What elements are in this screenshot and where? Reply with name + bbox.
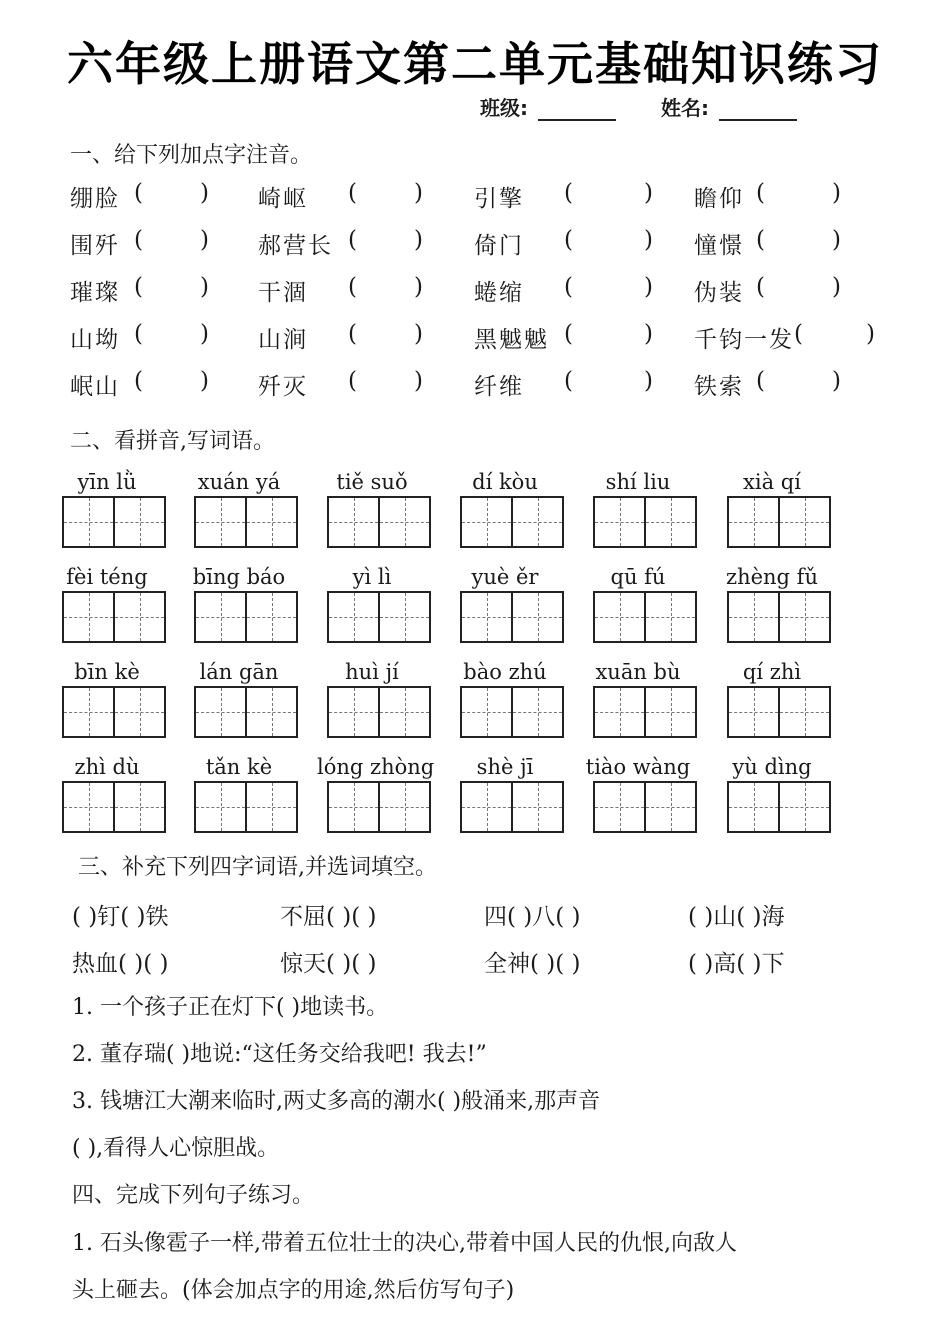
writing-grid[interactable] [727, 591, 831, 643]
writing-grid[interactable] [460, 781, 564, 833]
pinyin-label: zhèng fǔ [726, 565, 818, 589]
writing-grid[interactable] [593, 591, 697, 643]
idiom[interactable]: 热血( )( ) [72, 951, 169, 977]
pinyin-label: tiě suǒ [336, 470, 408, 494]
pinyin-label: bīn kè [74, 660, 140, 684]
writing-box[interactable] [646, 593, 695, 641]
idiom[interactable]: 不屈( )( ) [280, 904, 377, 930]
worksheet-title: 六年级上册语文第二单元基础知识练习 [67, 37, 883, 91]
pinyin-item [460, 660, 570, 738]
name-label: 姓名: [660, 96, 709, 120]
writing-box[interactable] [115, 593, 164, 641]
writing-box[interactable] [115, 688, 164, 736]
pinyin-item [327, 660, 437, 738]
writing-box[interactable] [115, 498, 164, 546]
writing-box[interactable] [64, 498, 115, 546]
pinyin-label: fèi téng [66, 565, 148, 589]
answer-paren-close: ) [644, 321, 653, 347]
answer-paren-open[interactable]: ( [564, 321, 573, 347]
writing-grid[interactable] [593, 496, 697, 548]
class-field[interactable] [538, 101, 616, 121]
writing-grid[interactable] [62, 591, 166, 643]
writing-grid[interactable] [593, 781, 697, 833]
writing-box[interactable] [247, 688, 296, 736]
answer-paren-open[interactable]: ( [134, 274, 143, 300]
writing-box[interactable] [646, 783, 695, 831]
writing-grid[interactable] [194, 686, 298, 738]
pinyin-item [460, 755, 570, 833]
idiom[interactable]: 惊天( )( ) [280, 951, 377, 977]
answer-paren-close: ) [414, 227, 423, 253]
writing-grid[interactable] [327, 591, 431, 643]
pinyin-item [460, 470, 570, 548]
class-label: 班级: [480, 96, 528, 120]
pinyin-label: lóng zhòng [317, 755, 435, 779]
pronunciation-word: 铁索 [694, 374, 744, 400]
pronunciation-word: 倚门 [474, 233, 524, 259]
pinyin-label: shè jī [476, 755, 534, 779]
pronunciation-word: 璀璨 [70, 280, 120, 306]
pronunciation-word: 瞻仰 [694, 186, 744, 212]
writing-box[interactable] [380, 783, 429, 831]
writing-box[interactable] [646, 688, 695, 736]
writing-box[interactable] [595, 783, 646, 831]
name-field[interactable] [719, 101, 797, 121]
student-info [480, 92, 835, 121]
answer-paren-close: ) [832, 368, 841, 394]
answer-paren-close: ) [200, 180, 209, 206]
answer-paren-close: ) [414, 321, 423, 347]
writing-box[interactable] [513, 688, 562, 736]
fill-question-1[interactable]: 1. 一个孩子正在灯下( )地读书。 [72, 995, 389, 1020]
answer-paren-open[interactable]: ( [134, 227, 143, 253]
answer-paren-close: ) [644, 274, 653, 300]
pinyin-item [62, 470, 172, 548]
fill-question-3[interactable]: 3. 钱塘江大潮来临时,两丈多高的潮水( )般涌来,那声音 [72, 1089, 601, 1114]
writing-box[interactable] [380, 688, 429, 736]
section2-heading: 二、看拼音,写词语。 [70, 429, 275, 454]
answer-paren-open[interactable]: ( [348, 274, 357, 300]
idiom-row-1 [0, 898, 950, 938]
writing-box[interactable] [329, 688, 380, 736]
writing-box[interactable] [196, 593, 247, 641]
writing-box[interactable] [462, 783, 513, 831]
writing-box[interactable] [513, 498, 562, 546]
writing-box[interactable] [513, 593, 562, 641]
pinyin-item [317, 755, 437, 833]
answer-paren-close: ) [866, 321, 875, 347]
writing-box[interactable] [115, 783, 164, 831]
answer-paren-close: ) [644, 180, 653, 206]
answer-paren-open[interactable]: ( [348, 321, 357, 347]
writing-box[interactable] [64, 593, 115, 641]
pinyin-item [194, 755, 304, 833]
writing-grid[interactable] [194, 781, 298, 833]
answer-paren-open[interactable]: ( [564, 274, 573, 300]
writing-box[interactable] [780, 498, 829, 546]
writing-box[interactable] [780, 783, 829, 831]
writing-grid[interactable] [327, 686, 431, 738]
pinyin-label: bào zhú [463, 660, 547, 684]
pinyin-item [585, 755, 703, 833]
pinyin-item [327, 470, 437, 548]
answer-paren-close: ) [200, 368, 209, 394]
writing-box[interactable] [64, 688, 115, 736]
pinyin-label: yuè ěr [471, 565, 539, 589]
writing-box[interactable] [780, 688, 829, 736]
writing-box[interactable] [196, 498, 247, 546]
pronunciation-word: 歼灭 [258, 374, 308, 400]
pronunciation-row [0, 180, 950, 220]
writing-grid[interactable] [727, 686, 831, 738]
writing-grid[interactable] [593, 686, 697, 738]
writing-grid[interactable] [62, 686, 166, 738]
pronunciation-word: 围歼 [70, 233, 120, 259]
pinyin-item [62, 565, 172, 643]
pronunciation-word: 岷山 [70, 374, 120, 400]
answer-paren-open[interactable]: ( [564, 180, 573, 206]
idiom[interactable]: ( )高( )下 [688, 951, 785, 977]
answer-paren-open[interactable]: ( [564, 368, 573, 394]
pinyin-label: dí kòu [472, 470, 538, 494]
pinyin-label: qū fú [610, 565, 666, 589]
pronunciation-word: 郝营长 [258, 233, 333, 259]
fill-question-2[interactable]: 2. 董存瑞( )地说:“这任务交给我吧! 我去!” [72, 1042, 487, 1067]
writing-grid[interactable] [727, 781, 831, 833]
idiom[interactable]: ( )钉( )铁 [72, 904, 169, 930]
writing-grid[interactable] [62, 496, 166, 548]
pinyin-item [593, 565, 703, 643]
pronunciation-word: 伪装 [694, 280, 744, 306]
writing-box[interactable] [329, 498, 380, 546]
section1-heading: 一、给下列加点字注音。 [70, 143, 313, 168]
pinyin-label: qí zhì [742, 660, 802, 684]
idiom[interactable]: 全神( )( ) [484, 951, 581, 977]
pinyin-item [727, 470, 837, 548]
fill-question-3-cont[interactable]: ( ),看得人心惊胆战。 [72, 1136, 280, 1161]
writing-grid[interactable] [327, 781, 431, 833]
pronunciation-word: 山涧 [258, 327, 308, 353]
writing-grid[interactable] [460, 591, 564, 643]
pinyin-item [727, 660, 837, 738]
answer-paren-close: ) [200, 274, 209, 300]
pinyin-label: huì jí [345, 660, 399, 684]
answer-paren-open[interactable]: ( [756, 368, 765, 394]
pinyin-label: xuān bù [595, 660, 681, 684]
answer-paren-close: ) [414, 180, 423, 206]
pinyin-item [194, 470, 304, 548]
pinyin-item [593, 470, 703, 548]
pinyin-label: tǎn kè [205, 755, 273, 779]
answer-paren-open[interactable]: ( [348, 180, 357, 206]
pronunciation-word: 纤维 [474, 374, 524, 400]
answer-paren-open[interactable]: ( [348, 227, 357, 253]
writing-box[interactable] [247, 783, 296, 831]
pronunciation-word: 黑魆魆 [474, 327, 549, 353]
answer-paren-open[interactable]: ( [134, 180, 143, 206]
answer-paren-open[interactable]: ( [794, 321, 803, 347]
answer-paren-close: ) [644, 368, 653, 394]
answer-paren-open[interactable]: ( [756, 227, 765, 253]
pinyin-label: shí liu [605, 470, 671, 494]
pinyin-item [62, 755, 172, 833]
writing-box[interactable] [595, 498, 646, 546]
writing-box[interactable] [462, 593, 513, 641]
idiom[interactable]: 四( )八( ) [484, 904, 581, 930]
pronunciation-word: 绷脸 [70, 186, 120, 212]
writing-box[interactable] [380, 498, 429, 546]
pronunciation-word: 山坳 [70, 327, 120, 353]
writing-box[interactable] [196, 783, 247, 831]
pronunciation-row [0, 321, 950, 361]
pronunciation-word: 憧憬 [694, 233, 744, 259]
pronunciation-word: 引擎 [474, 186, 524, 212]
writing-box[interactable] [380, 593, 429, 641]
pinyin-item [194, 565, 304, 643]
writing-box[interactable] [462, 498, 513, 546]
answer-paren-open[interactable]: ( [134, 368, 143, 394]
section4-heading: 四、完成下列句子练习。 [72, 1183, 315, 1208]
writing-box[interactable] [196, 688, 247, 736]
idiom[interactable]: ( )山( )海 [688, 904, 785, 930]
pinyin-label: yì lì [352, 565, 392, 589]
pronunciation-word: 蜷缩 [474, 280, 524, 306]
writing-box[interactable] [780, 593, 829, 641]
pronunciation-row [0, 274, 950, 314]
pronunciation-word: 崎岖 [258, 186, 308, 212]
writing-box[interactable] [646, 498, 695, 546]
answer-paren-close: ) [832, 274, 841, 300]
pinyin-label: yīn lǜ [77, 470, 137, 494]
writing-grid[interactable] [460, 686, 564, 738]
answer-paren-close: ) [644, 227, 653, 253]
writing-box[interactable] [462, 688, 513, 736]
pronunciation-row [0, 227, 950, 267]
pinyin-label: xuán yá [197, 470, 281, 494]
answer-paren-open[interactable]: ( [756, 274, 765, 300]
writing-grid[interactable] [727, 496, 831, 548]
pinyin-label: yù dìng [732, 755, 812, 779]
writing-box[interactable] [247, 593, 296, 641]
answer-paren-open[interactable]: ( [564, 227, 573, 253]
pinyin-item [194, 660, 304, 738]
answer-paren-close: ) [832, 227, 841, 253]
writing-grid[interactable] [62, 781, 166, 833]
answer-paren-close: ) [414, 368, 423, 394]
answer-paren-close: ) [414, 274, 423, 300]
pinyin-label: bīng báo [192, 565, 286, 589]
pinyin-item [460, 565, 570, 643]
pinyin-label: lán gān [199, 660, 279, 684]
answer-paren-close: ) [200, 227, 209, 253]
writing-box[interactable] [729, 688, 780, 736]
answer-paren-open[interactable]: ( [348, 368, 357, 394]
pronunciation-word: 干涸 [258, 280, 308, 306]
answer-paren-close: ) [200, 321, 209, 347]
sentence-question-1-cont: 头上砸去。(体会加点字的用途,然后仿写句子) [72, 1278, 515, 1303]
section3-heading: 三、补充下列四字词语,并选词填空。 [78, 855, 437, 880]
pinyin-label: xià qí [743, 470, 801, 494]
writing-box[interactable] [513, 783, 562, 831]
pinyin-label: tiào wàng [585, 755, 691, 779]
pronunciation-row [0, 368, 950, 408]
writing-box[interactable] [729, 593, 780, 641]
pronunciation-word: 千钧一发 [694, 327, 794, 353]
pinyin-item [727, 755, 837, 833]
writing-box[interactable] [64, 783, 115, 831]
answer-paren-open[interactable]: ( [756, 180, 765, 206]
writing-grid[interactable] [460, 496, 564, 548]
pinyin-item [62, 660, 172, 738]
idiom-row-2 [0, 945, 950, 985]
writing-grid[interactable] [194, 591, 298, 643]
writing-box[interactable] [595, 688, 646, 736]
pinyin-item [327, 565, 437, 643]
writing-grid[interactable] [327, 496, 431, 548]
pinyin-label: zhì dù [74, 755, 140, 779]
writing-box[interactable] [729, 498, 780, 546]
writing-box[interactable] [247, 498, 296, 546]
answer-paren-open[interactable]: ( [134, 321, 143, 347]
answer-paren-close: ) [832, 180, 841, 206]
writing-grid[interactable] [194, 496, 298, 548]
writing-box[interactable] [329, 593, 380, 641]
writing-box[interactable] [329, 783, 380, 831]
writing-box[interactable] [729, 783, 780, 831]
writing-box[interactable] [595, 593, 646, 641]
pinyin-item [593, 660, 703, 738]
pinyin-item [727, 565, 837, 643]
sentence-question-1: 1. 石头像雹子一样,带着五位壮士的决心,带着中国人民的仇恨,向敌人 [72, 1231, 737, 1256]
